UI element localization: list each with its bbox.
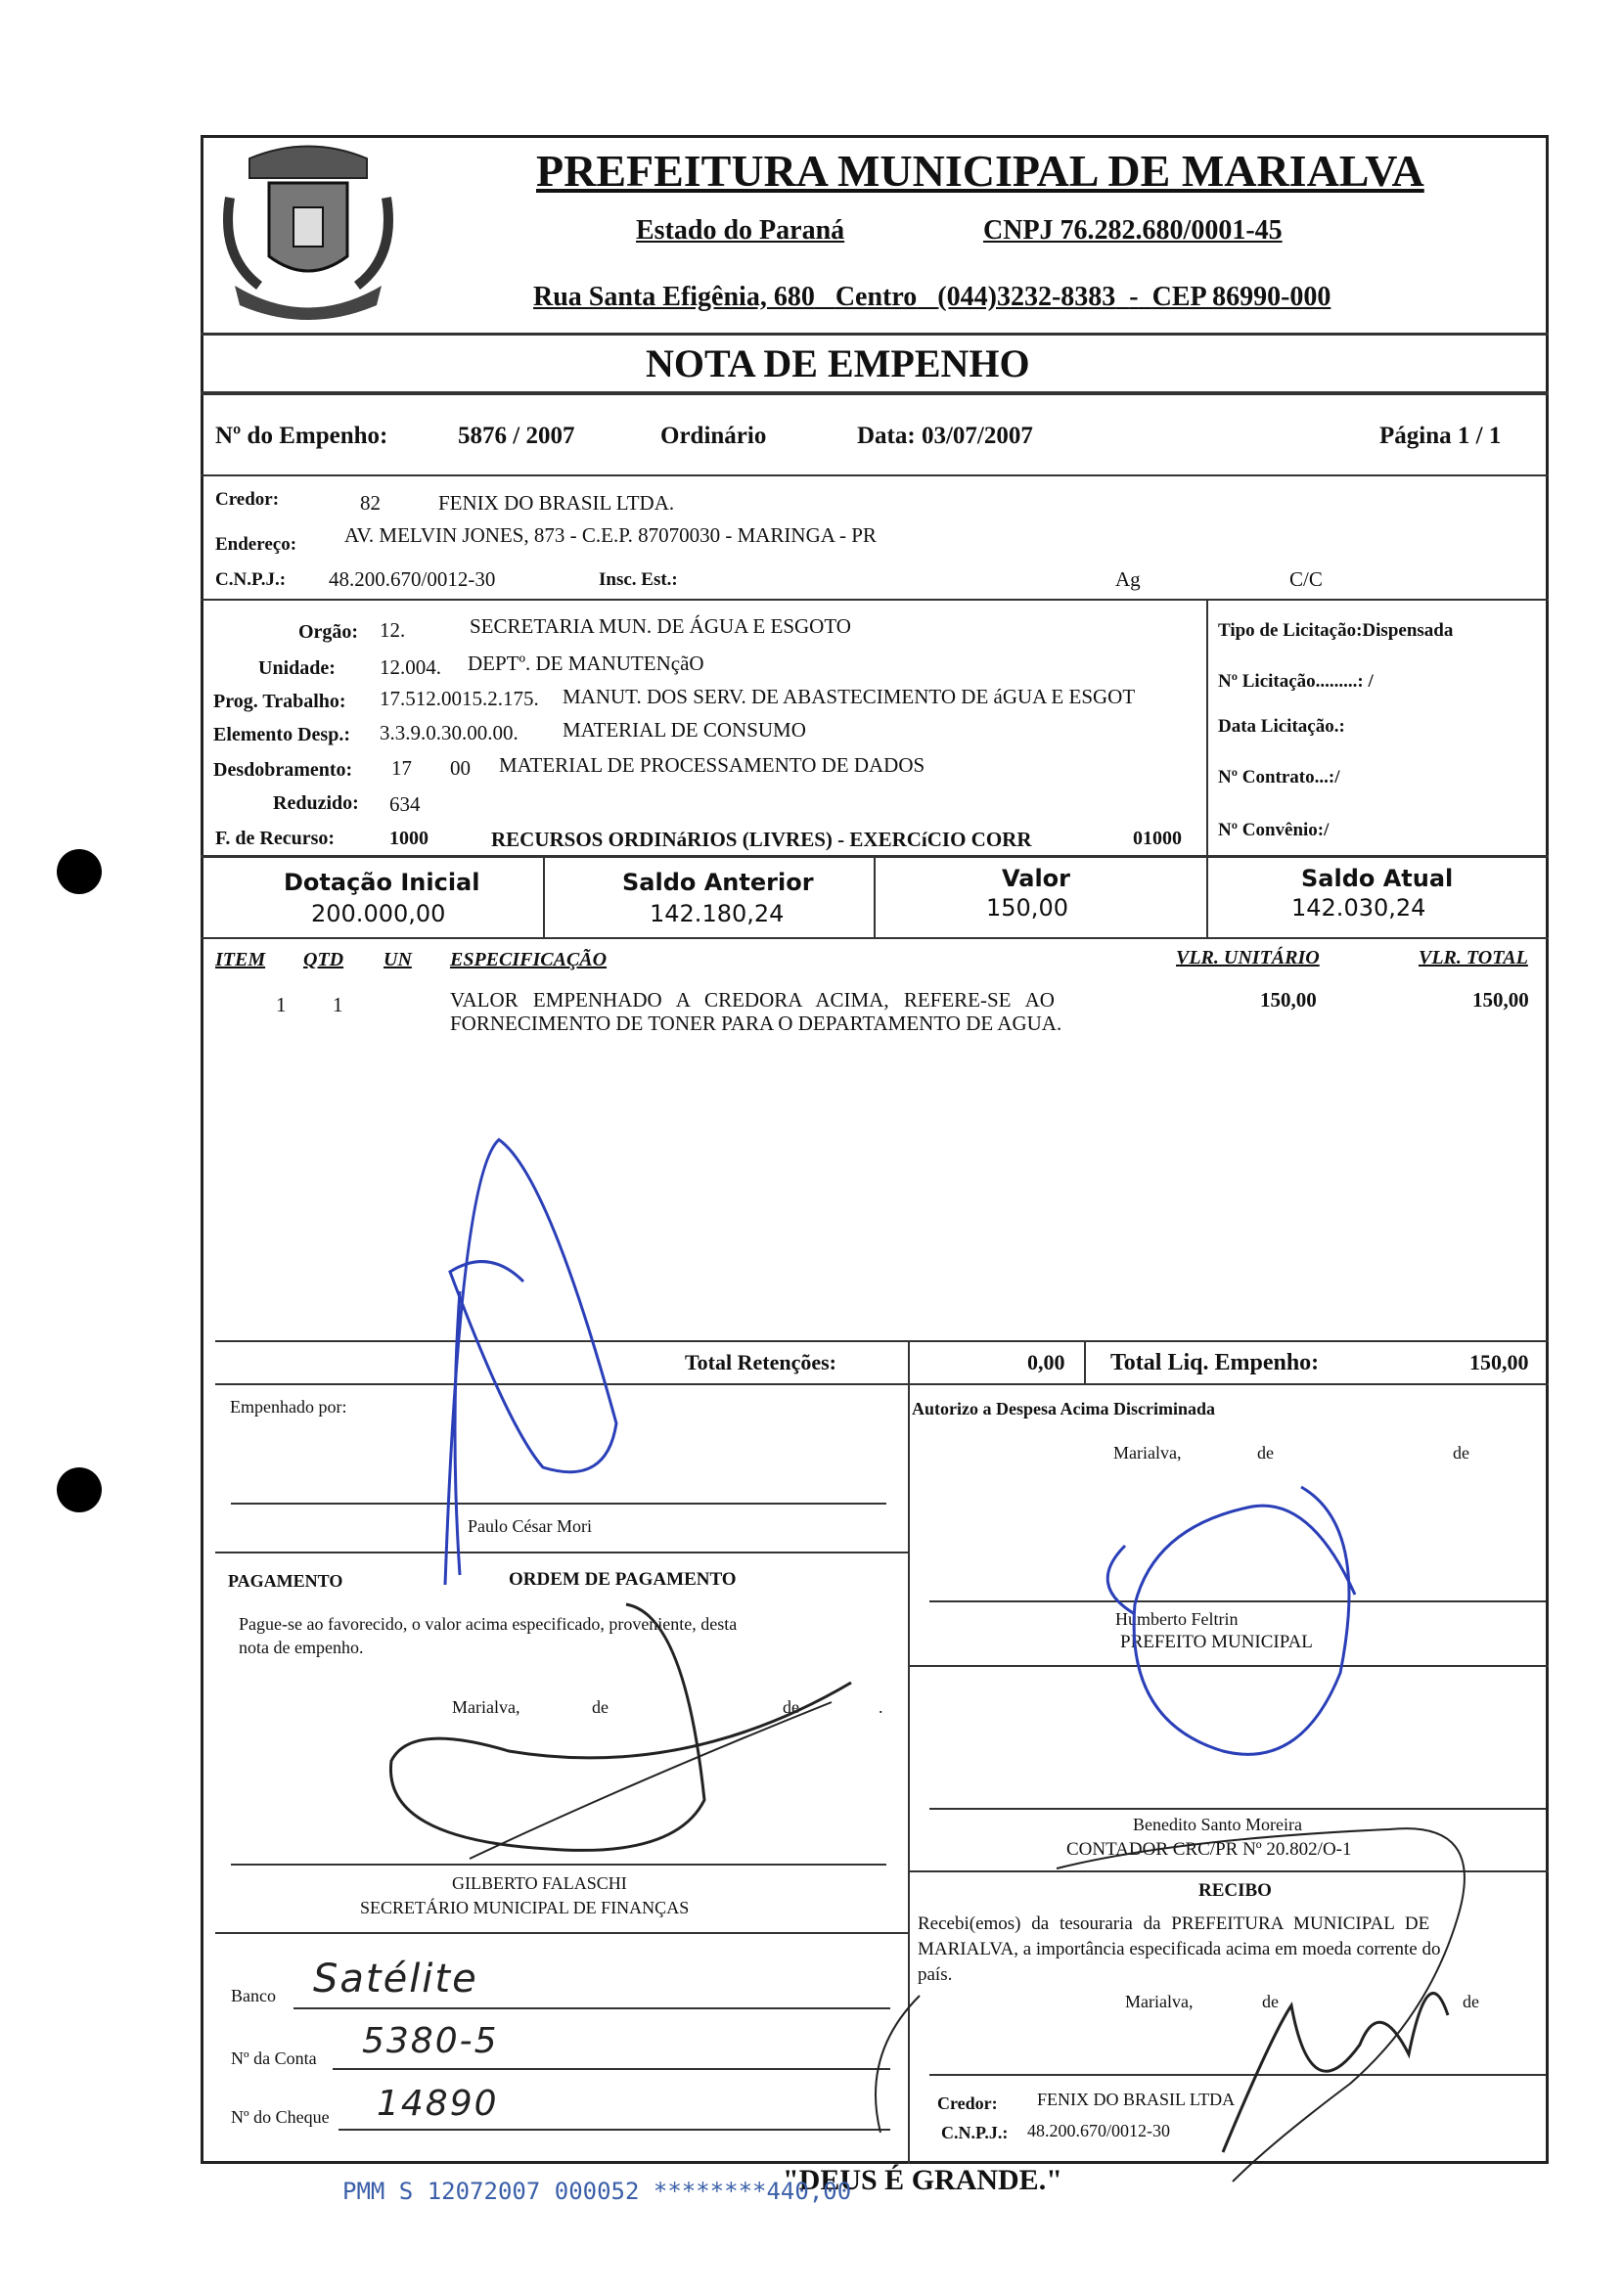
numero-convenio: Nº Convênio:/ (1218, 820, 1330, 840)
empenho-number-label: Nº do Empenho: (215, 423, 388, 449)
recibo-de1: de (1262, 1992, 1279, 2011)
unidade-name: DEPTº. DE MANUTENçãO (468, 652, 704, 675)
address-phone: (044)3232-8383 (937, 282, 1116, 312)
footer-motto: "DEUS É GRANDE." (783, 2164, 1062, 2196)
conta-value: 5380-5 (362, 2021, 499, 2061)
address-district: Centro (835, 282, 918, 312)
pagamento-label: PAGAMENTO (228, 1571, 343, 1591)
autorizo-de1: de (1257, 1443, 1274, 1462)
unidade-label: Unidade: (258, 657, 336, 679)
elemento-label: Elemento Desp.: (213, 724, 350, 745)
item-spec-line1: VALOR EMPENHADO A CREDORA ACIMA, REFERE-SE AO (450, 988, 1055, 1012)
credor-code: 82 (360, 491, 381, 515)
banco-label: Banco (231, 1986, 276, 2005)
item-qty: 1 (333, 993, 343, 1016)
prog-trabalho-label: Prog. Trabalho: (213, 691, 346, 712)
empenho-date: Data: 03/07/2007 (857, 423, 1033, 449)
retencoes-value: 0,00 (1027, 1350, 1065, 1374)
crest-ribbon-text: MARIALVA (269, 286, 350, 302)
pagamento-dot: . (879, 1697, 883, 1717)
reduzido-code: 634 (389, 792, 421, 816)
header-vlr-total: VLR. TOTAL (1419, 947, 1528, 968)
contador-name: Benedito Santo Moreira (1133, 1815, 1302, 1834)
recibo-text-line2: MARIALVA, a importância especificada acima em moeda corrente do (918, 1939, 1441, 1959)
header-vlr-unitario: VLR. UNITÁRIO (1176, 947, 1320, 968)
contador-title: CONTADOR CRC/PR Nº 20.802/O-1 (1066, 1839, 1352, 1860)
total-liq-value: 150,00 (1469, 1350, 1529, 1374)
address-dash: - (1129, 282, 1139, 312)
empenhado-por-label: Empenhado por: (230, 1397, 347, 1417)
recibo-text-line3: país. (918, 1964, 953, 1985)
pagamento-place: Marialva, (452, 1697, 520, 1717)
agency-label: Ag (1115, 567, 1141, 591)
fonte-code: 1000 (389, 828, 429, 849)
tipo-licitacao: Tipo de Licitação:Dispensada (1218, 620, 1454, 641)
address-cep: CEP 86990-000 (1151, 282, 1331, 312)
item-unit-value: 150,00 (1260, 988, 1317, 1012)
pagamento-de2: de (783, 1697, 799, 1717)
desdobramento-code2: 00 (450, 756, 471, 780)
dotacao-label: Dotação Inicial (284, 869, 480, 896)
credor-name: FENIX DO BRASIL LTDA. (438, 491, 675, 515)
data-licitacao: Data Licitação.: (1218, 716, 1345, 737)
numero-licitacao: Nº Licitação.........: / (1218, 671, 1374, 692)
header-especificacao: ESPECIFICAÇÃO (450, 949, 608, 970)
prefeito-name: Humberto Feltrin (1115, 1609, 1239, 1629)
address-label: Endereço: (215, 534, 297, 555)
prefeito-title: PREFEITO MUNICIPAL (1120, 1632, 1313, 1652)
empenho-number: 5876 / 2007 (458, 423, 575, 449)
state-label: Estado do Paraná (636, 215, 845, 246)
recibo-text-line1: Recebi(emos) da tesouraria da PREFEITURA MUNICIPAL DE (918, 1913, 1430, 1934)
conta-label: Nº da Conta (231, 2048, 317, 2068)
insc-est-label: Insc. Est.: (599, 569, 678, 590)
elemento-code: 3.3.9.0.30.00.00. (380, 721, 519, 744)
dotacao-value: 200.000,00 (311, 900, 446, 927)
desdobramento-name: MATERIAL DE PROCESSAMENTO DE DADOS (499, 753, 925, 777)
autorizo-de2: de (1453, 1443, 1469, 1462)
cheque-label: Nº do Cheque (231, 2107, 330, 2127)
ordem-pagamento-label: ORDEM DE PAGAMENTO (509, 1569, 737, 1590)
credor-address: AV. MELVIN JONES, 873 - C.E.P. 87070030 - MARINGA - PR (344, 523, 877, 547)
unidade-code: 12.004. (380, 655, 441, 679)
valor-label: Valor (1002, 865, 1071, 892)
credor-cnpj-label: C.N.P.J.: (215, 569, 287, 590)
saldo-atual-label: Saldo Atual (1301, 865, 1454, 892)
orgao-label: Orgão: (298, 621, 359, 643)
item-spec-line2: FORNECIMENTO DE TONER PARA O DEPARTAMENTO DE AGUA. (450, 1012, 1062, 1035)
saldo-atual-value: 142.030,24 (1291, 894, 1426, 922)
header-qtd: QTD (303, 949, 344, 970)
item-number: 1 (276, 993, 287, 1016)
address-street: Rua Santa Efigênia, 680 (533, 282, 815, 312)
desdobramento-code1: 17 (391, 756, 412, 780)
recibo-cnpj-label: C.N.P.J.: (941, 2123, 1009, 2142)
account-label: C/C (1289, 567, 1323, 591)
total-liq-label: Total Liq. Empenho: (1110, 1350, 1320, 1375)
header-un: UN (383, 949, 412, 970)
recibo-label: RECIBO (1198, 1880, 1272, 1901)
recibo-cnpj-value: 48.200.670/0012-30 (1027, 2121, 1170, 2140)
document-title: NOTA DE EMPENHO (646, 341, 1030, 385)
recibo-place: Marialva, (1125, 1992, 1194, 2011)
header-item: ITEM (215, 949, 266, 970)
retencoes-label: Total Retenções: (685, 1350, 836, 1374)
empenho-type: Ordinário (660, 423, 767, 449)
reduzido-label: Reduzido: (273, 792, 359, 814)
fonte-name: RECURSOS ORDINáRIOS (LIVRES) - EXERCíCIO CORR (491, 828, 1032, 851)
autorizo-place: Marialva, (1113, 1443, 1182, 1462)
page-number: Página 1 / 1 (1379, 423, 1502, 449)
footer-stamp: PMM S 12072007 000052 ********440,00 (342, 2178, 852, 2205)
fonte-label: F. de Recurso: (215, 828, 336, 849)
numero-contrato: Nº Contrato...:/ (1218, 767, 1340, 788)
pague-text-line1: Pague-se ao favorecido, o valor acima especificado, proveniente, desta (239, 1614, 738, 1634)
prog-code: 17.512.0015.2.175. (380, 687, 539, 710)
credor-label: Credor: (215, 489, 280, 510)
elemento-name: MATERIAL DE CONSUMO (563, 718, 806, 742)
pague-text-line2: nota de empenho. (239, 1638, 364, 1657)
recibo-de2: de (1463, 1992, 1479, 2011)
cheque-value: 14890 (377, 2084, 499, 2124)
pagamento-de1: de (592, 1697, 609, 1717)
secretary-name: GILBERTO FALASCHI (452, 1873, 627, 1893)
prefeitura-title: PREFEITURA MUNICIPAL DE MARIALVA (536, 146, 1424, 196)
credor-cnpj: 48.200.670/0012-30 (329, 567, 496, 591)
empenhado-por-name: Paulo César Mori (468, 1516, 592, 1536)
desdobramento-label: Desdobramento: (213, 759, 353, 781)
orgao-code: 12. (380, 618, 406, 642)
recibo-credor-label: Credor: (937, 2093, 998, 2113)
recibo-credor-name: FENIX DO BRASIL LTDA (1037, 2090, 1236, 2109)
saldo-anterior-label: Saldo Anterior (622, 869, 814, 896)
valor-value: 150,00 (986, 894, 1068, 922)
orgao-name: SECRETARIA MUN. DE ÁGUA E ESGOTO (470, 614, 851, 638)
fonte-code2: 01000 (1133, 828, 1182, 849)
secretary-title: SECRETÁRIO MUNICIPAL DE FINANÇAS (360, 1898, 690, 1917)
prog-name: MANUT. DOS SERV. DE ABASTECIMENTO DE áGUA E ESGOT (563, 685, 1136, 708)
item-total-value: 150,00 (1472, 988, 1529, 1012)
cnpj-header: CNPJ 76.282.680/0001-45 (983, 215, 1283, 246)
autorizo-label: Autorizo a Despesa Acima Discriminada (912, 1399, 1215, 1418)
saldo-anterior-value: 142.180,24 (650, 900, 785, 927)
banco-value: Satélite (313, 1957, 478, 2002)
